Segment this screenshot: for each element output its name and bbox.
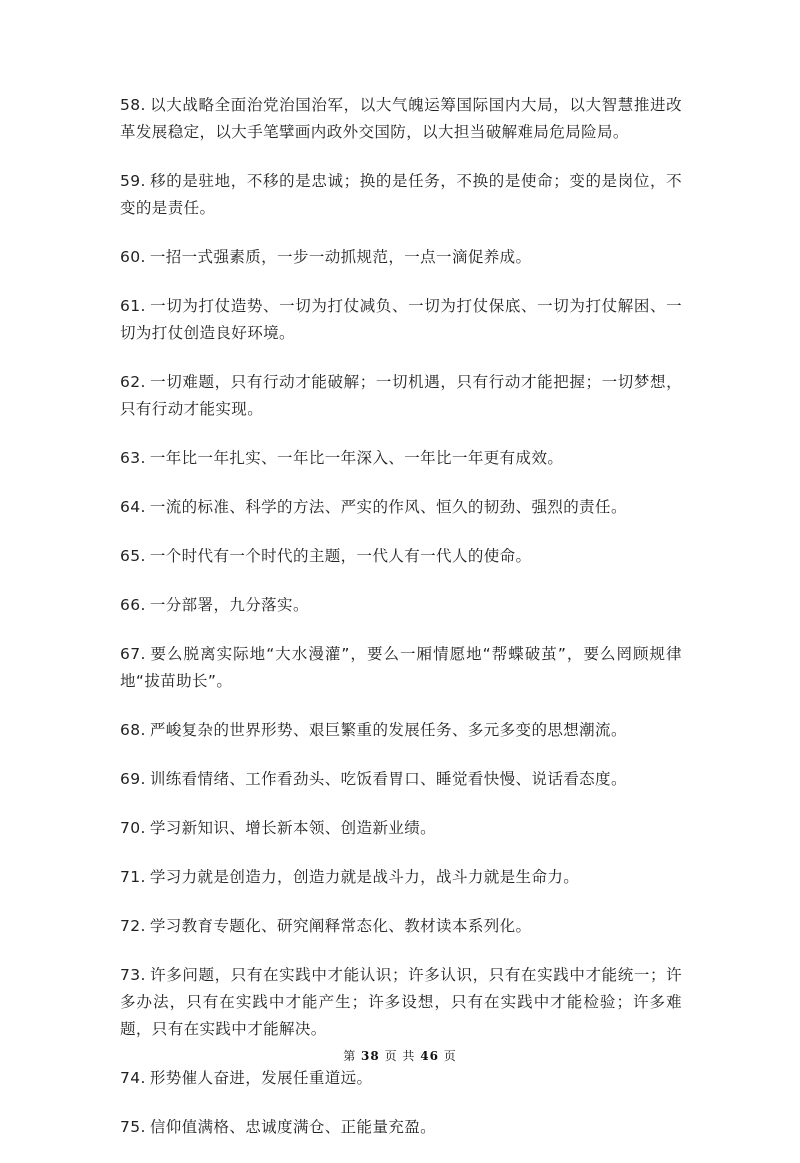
item-number: 69. xyxy=(120,770,146,788)
list-item xyxy=(120,244,682,271)
list-item xyxy=(120,913,682,940)
item-number: 61. xyxy=(120,297,146,315)
item-text: 训练看情绪、工作看劲头、吃饭看胃口、睡觉看快慢、说话看态度。 xyxy=(149,770,627,788)
list-item xyxy=(120,1065,682,1092)
list-item xyxy=(120,369,682,423)
page-footer xyxy=(0,1047,800,1064)
item-number: 64. xyxy=(120,498,146,516)
document-body xyxy=(120,92,682,1163)
item-text: 信仰值满格、忠诚度满仓、正能量充盈。 xyxy=(149,1118,437,1136)
item-text: 学习力就是创造力，创造力就是战斗力，战斗力就是生命力。 xyxy=(149,868,580,886)
list-item xyxy=(120,864,682,891)
item-number: 74. xyxy=(120,1069,146,1087)
list-item xyxy=(120,717,682,744)
item-text: 一切为打仗造势、一切为打仗减负、一切为打仗保底、一切为打仗解困、一切为打仗创造良好环境。 xyxy=(120,297,682,342)
item-number: 70. xyxy=(120,819,146,837)
item-number: 58. xyxy=(120,96,146,114)
item-text: 一分部署，九分落实。 xyxy=(149,596,309,614)
item-number: 63. xyxy=(120,449,146,467)
item-number: 72. xyxy=(120,917,146,935)
item-text: 要么脱离实际地“大水漫灌”，要么一厢情愿地“帮蝶破茧”，要么罔顾规律地“拔苗助长”。 xyxy=(120,645,682,690)
item-text: 一年比一年扎实、一年比一年深入、一年比一年更有成效。 xyxy=(149,449,564,467)
item-number: 73. xyxy=(120,966,146,984)
item-number: 60. xyxy=(120,248,146,266)
list-item xyxy=(120,592,682,619)
list-item xyxy=(120,445,682,472)
item-number: 67. xyxy=(120,645,146,663)
item-text: 严峻复杂的世界形势、艰巨繁重的发展任务、多元多变的思想潮流。 xyxy=(149,721,627,739)
list-item xyxy=(120,293,682,347)
item-text: 许多问题，只有在实践中才能认识；许多认识，只有在实践中才能统一；许多办法，只有在实践中才能产生；许多设想，只有在实践中才能检验；许多难题，只有在实践中才能解决。 xyxy=(120,966,682,1038)
list-item xyxy=(120,641,682,695)
footer-suffix: 页 xyxy=(443,1049,457,1063)
item-text: 一流的标准、科学的方法、严实的作风、恒久的韧劲、强烈的责任。 xyxy=(149,498,627,516)
item-number: 62. xyxy=(120,373,146,391)
item-text: 以大战略全面治党治国治军，以大气魄运筹国际国内大局，以大智慧推进改革发展稳定，以大手笔擘画内政外交国防，以大担当破解难局危局险局。 xyxy=(120,96,682,141)
list-item xyxy=(120,766,682,793)
list-item xyxy=(120,92,682,146)
item-text: 学习教育专题化、研究阐释常态化、教材读本系列化。 xyxy=(149,917,532,935)
item-text: 学习新知识、增长新本领、创造新业绩。 xyxy=(149,819,437,837)
list-item xyxy=(120,168,682,222)
footer-prefix: 第 xyxy=(343,1049,357,1063)
total-page-count: 46 xyxy=(420,1049,439,1063)
footer-middle: 页 共 xyxy=(384,1049,416,1063)
item-number: 75. xyxy=(120,1118,146,1136)
item-text: 一招一式强素质，一步一动抓规范，一点一滴促养成。 xyxy=(149,248,532,266)
current-page-number: 38 xyxy=(361,1049,380,1063)
item-text: 一个时代有一个时代的主题，一代人有一代人的使命。 xyxy=(149,547,532,565)
item-text: 一切难题，只有行动才能破解；一切机遇，只有行动才能把握；一切梦想，只有行动才能实现。 xyxy=(120,373,682,418)
item-text: 移的是驻地，不移的是忠诚；换的是任务，不换的是使命；变的是岗位，不变的是责任。 xyxy=(120,172,682,217)
item-number: 65. xyxy=(120,547,146,565)
item-number: 59. xyxy=(120,172,146,190)
list-item xyxy=(120,494,682,521)
item-number: 71. xyxy=(120,868,146,886)
item-number: 68. xyxy=(120,721,146,739)
item-number: 66. xyxy=(120,596,146,614)
item-text: 形势催人奋进，发展任重道远。 xyxy=(149,1069,373,1087)
list-item xyxy=(120,543,682,570)
list-item xyxy=(120,815,682,842)
list-item xyxy=(120,962,682,1043)
list-item xyxy=(120,1114,682,1141)
